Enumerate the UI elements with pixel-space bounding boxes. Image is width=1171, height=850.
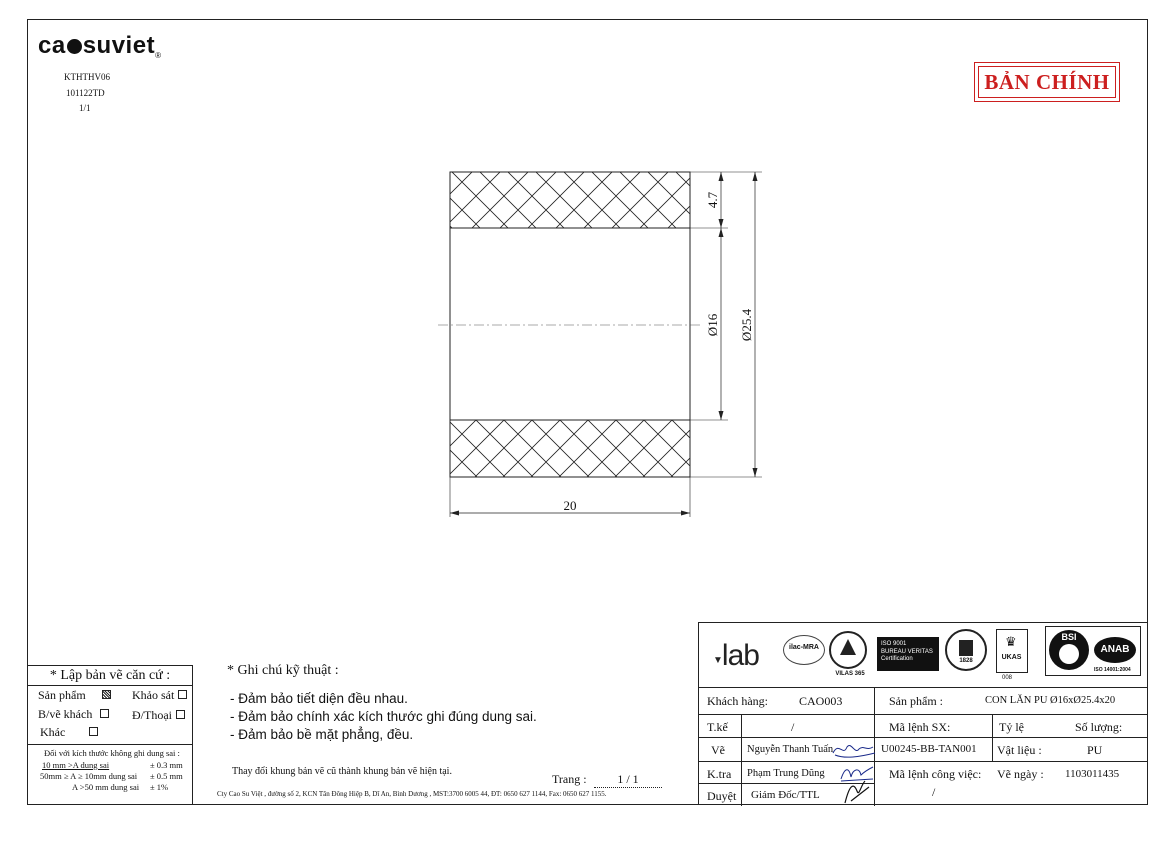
logo-text-left: ca xyxy=(38,32,66,59)
company-address: Cty Cao Su Việt , đường số 2, KCN Tân Đông Hiệp B, Dĩ An, Bình Dương , MST:3700 6005 44, ĐT: 0650 627 1144, Fax: 0650 627 1155. xyxy=(217,790,607,798)
doc-code-1: KTHTHV06 xyxy=(64,72,110,82)
checked-by-value: Phạm Trung Dũng xyxy=(747,768,825,779)
legend-title: * Lập bản vẽ căn cứ : xyxy=(28,666,192,686)
checkbox-dthoai[interactable] xyxy=(176,710,185,719)
ukas-crown-icon: ♛ xyxy=(1005,634,1017,649)
product-label: Sản phẩm : xyxy=(889,694,943,708)
production-order-value: U00245-BB-TAN001 xyxy=(881,743,977,755)
title-block xyxy=(698,622,1148,805)
page-value: 1 / 1 xyxy=(594,772,662,788)
legend-bv-khach xyxy=(38,707,109,722)
bureau-veritas-seal xyxy=(945,629,987,671)
dim-text-outer: Ø25.4 xyxy=(739,308,754,342)
approved-by-signature xyxy=(839,777,879,807)
bv-name-text: BUREAU VERITAS xyxy=(881,649,933,655)
bv-year-text: 1828 xyxy=(959,658,973,664)
drawn-by-signature xyxy=(829,737,879,763)
logo-registered-mark: ® xyxy=(155,51,162,60)
drawn-date-label: Vẽ ngày : xyxy=(997,767,1044,781)
bureau-veritas-badge xyxy=(877,637,939,671)
anab-text: ANAB xyxy=(1094,637,1136,663)
notes-title: * Ghi chú kỹ thuật : xyxy=(227,663,339,678)
checked-by-label: K.tra xyxy=(707,767,732,781)
legend-khac xyxy=(40,725,98,740)
ilac-logo xyxy=(783,635,825,665)
tolerance-row-1-value: ± 0.3 mm xyxy=(150,760,183,770)
vilas-text: VILAS 365 xyxy=(835,671,865,677)
bv-iso-text: ISO 9001 xyxy=(881,641,907,647)
stamp-text: BẢN CHÍNH xyxy=(984,69,1110,94)
dim-text-inner: Ø16 xyxy=(705,313,720,337)
checkbox-khac[interactable] xyxy=(89,727,98,736)
legend-dthoai-label: Đ/Thoại xyxy=(132,708,172,722)
legend-khao-sat-label: Khảo sát xyxy=(132,688,175,702)
drawn-date-value: 1103011435 xyxy=(1065,768,1120,780)
checkbox-bv-khach[interactable] xyxy=(100,709,109,718)
logo-text-right: suviet xyxy=(82,32,156,59)
dim-text-wall: 4.7 xyxy=(705,191,720,209)
ukas-number: 008 xyxy=(1002,675,1013,681)
designer-value: / xyxy=(791,720,795,734)
legend-khao-sat xyxy=(132,688,187,703)
production-order-label: Mã lệnh SX: xyxy=(889,720,951,734)
drawn-by-label: Vẽ xyxy=(711,743,725,757)
ilac-text: ilac-MRA xyxy=(789,644,819,651)
note-item-2: - Đảm bảo chính xác kích thước ghi đúng dung sai. xyxy=(230,709,537,724)
material-label: Vật liệu : xyxy=(997,743,1042,757)
legend-san-pham xyxy=(38,688,111,703)
vilas-logo xyxy=(829,631,867,677)
bsi-inner-icon xyxy=(1059,644,1079,664)
product-value: CON LĂN PU Ø16xØ25.4x20 xyxy=(985,695,1116,706)
legend-khac-label: Khác xyxy=(40,725,66,739)
tolerance-row-3-value: ± 1% xyxy=(150,782,169,792)
iso14001-text: ISO 14001:2004 xyxy=(1094,667,1131,673)
bottom-wall-section xyxy=(450,420,690,477)
basis-legend-box xyxy=(27,665,193,805)
page-label: Trang : xyxy=(552,772,587,786)
legend-san-pham-label: Sản phẩm xyxy=(38,688,86,702)
tolerance-row-3-label: A >50 mm dung sai xyxy=(72,782,140,792)
doc-page-code: 1/1 xyxy=(79,103,91,113)
customer-value: CAO003 xyxy=(799,694,843,708)
bsi-anab-logo xyxy=(1045,626,1141,676)
designer-label: T.kế xyxy=(707,720,728,734)
material-value: PU xyxy=(1087,743,1103,757)
quantity-label: Số lượng: xyxy=(1075,720,1123,734)
legend-dthoai xyxy=(132,708,185,723)
vlab-text: lab xyxy=(721,639,759,672)
work-order-label: Mã lệnh công việc: xyxy=(889,767,982,781)
tolerance-title: Đối với kích thước không ghi dung sai : xyxy=(44,748,180,758)
bv-seal-icon xyxy=(959,640,973,656)
drawn-by-value: Nguyễn Thanh Tuấn xyxy=(747,744,834,755)
checkbox-khao-sat[interactable] xyxy=(178,690,187,699)
note-item-1: - Đảm bảo tiết diện đều nhau. xyxy=(230,691,408,706)
vilas-mark-icon xyxy=(840,639,856,655)
approved-by-label: Duyệt xyxy=(707,789,737,803)
note-item-3: - Đảm bảo bề mặt phẳng, đều. xyxy=(230,727,414,742)
legend-bv-khach-label: B/vẽ khách xyxy=(38,707,93,721)
tolerance-row-2-value: ± 0.5 mm xyxy=(150,771,183,781)
frame-change-note: Thay đổi khung bản vẽ cũ thành khung bản vẽ hiện tại. xyxy=(232,766,452,777)
top-wall-section xyxy=(450,172,690,228)
work-order-value: / xyxy=(932,785,936,799)
ukas-logo xyxy=(996,629,1028,673)
vlab-logo: ▼lab xyxy=(713,639,759,672)
ukas-text: UKAS xyxy=(1001,654,1022,661)
tolerance-row-2-label: 50mm ≥ A ≥ 10mm dung sai xyxy=(40,771,138,781)
checkbox-san-pham[interactable] xyxy=(102,690,111,699)
tolerance-row-1-label: 10 mm >A dung sai xyxy=(42,760,110,770)
bsi-text: BSI xyxy=(1061,632,1077,642)
bv-cert-text: Certification xyxy=(881,656,913,662)
approved-by-value: Giám Đốc/TTL xyxy=(751,789,820,801)
bsi-circle-icon xyxy=(1049,630,1089,670)
scale-label: Tỷ lệ xyxy=(999,720,1024,734)
dim-text-length: 20 xyxy=(563,498,577,513)
customer-label: Khách hàng: xyxy=(707,694,768,708)
doc-code-2: 101122TD xyxy=(66,88,105,98)
